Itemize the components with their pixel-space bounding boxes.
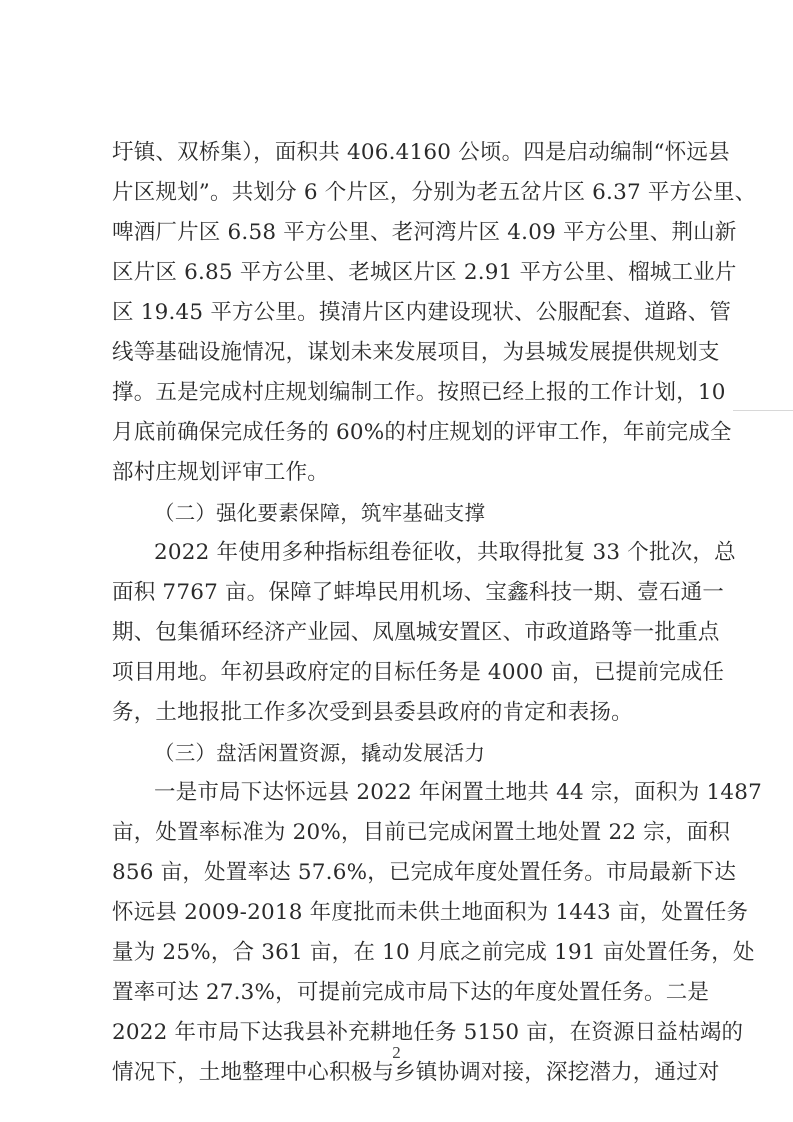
paragraph-line: 置率可达 27.3%，可提前完成市局下达的年度处置任务。二是	[112, 980, 710, 1005]
page-number: 2	[392, 1043, 401, 1062]
paragraph-line: 务，土地报批工作多次受到县委县政府的肯定和表扬。	[112, 700, 633, 725]
paragraph-line: 面积 7767 亩。保障了蚌埠民用机场、宝鑫科技一期、壹石通一	[112, 580, 725, 605]
paragraph-line: 月底前确保完成任务的 60%的村庄规划的评审工作，年前完成全	[112, 420, 732, 445]
paragraph-line: 项目用地。年初县政府定的目标任务是 4000 亩，已提前完成任	[112, 660, 725, 685]
scan-edge-mark	[733, 410, 793, 411]
paragraph-line: 情况下，土地整理中心积极与乡镇协调对接，深挖潜力，通过对	[112, 1060, 720, 1085]
paragraph-line: 期、包集循环经济产业园、凤凰城安置区、市政道路等一批重点	[112, 620, 720, 645]
paragraph-line: 部村庄规划评审工作。	[112, 460, 330, 485]
paragraph-line: 撑。五是完成村庄规划编制工作。按照已经上报的工作计划，10	[112, 380, 726, 405]
paragraph-line: 线等基础设施情况，谋划未来发展项目，为县城发展提供规划支	[112, 340, 720, 365]
paragraph-line: 2022 年市局下达我县补充耕地任务 5150 亩，在资源日益枯竭的	[112, 1020, 744, 1045]
paragraph-line: 一是市局下达怀远县 2022 年闲置土地共 44 宗，面积为 1487	[154, 780, 762, 805]
paragraph-line: 片区规划”。共划分 6 个片区，分别为老五岔片区 6.37 平方公里、	[112, 180, 757, 205]
paragraph-line: 856 亩，处置率达 57.6%，已完成年度处置任务。市局最新下达	[112, 860, 737, 885]
paragraph-line: 怀远县 2009-2018 年度批而未供土地面积为 1443 亩，处置任务	[112, 900, 749, 925]
paragraph-line: 区片区 6.85 平方公里、老城区片区 2.91 平方公里、榴城工业片	[112, 260, 737, 285]
paragraph-line: 亩，处置率标准为 20%，目前已完成闲置土地处置 22 宗，面积	[112, 820, 731, 845]
paragraph-line: 2022 年使用多种指标组卷征收，共取得批复 33 个批次，总	[154, 540, 736, 565]
section-heading: （二）强化要素保障，筑牢基础支撑	[154, 501, 486, 525]
paragraph-line: 圩镇、双桥集），面积共 406.4160 公顷。四是启动编制“怀远县	[112, 140, 730, 165]
section-heading: （三）盘活闲置资源，撬动发展活力	[154, 741, 486, 765]
paragraph-line: 量为 25%，合 361 亩，在 10 月底之前完成 191 亩处置任务，处	[112, 940, 755, 965]
paragraph-line: 啤酒厂片区 6.58 平方公里、老河湾片区 4.09 平方公里、荆山新	[112, 220, 737, 245]
paragraph-line: 区 19.45 平方公里。摸清片区内建设现状、公服配套、道路、管	[112, 300, 732, 325]
